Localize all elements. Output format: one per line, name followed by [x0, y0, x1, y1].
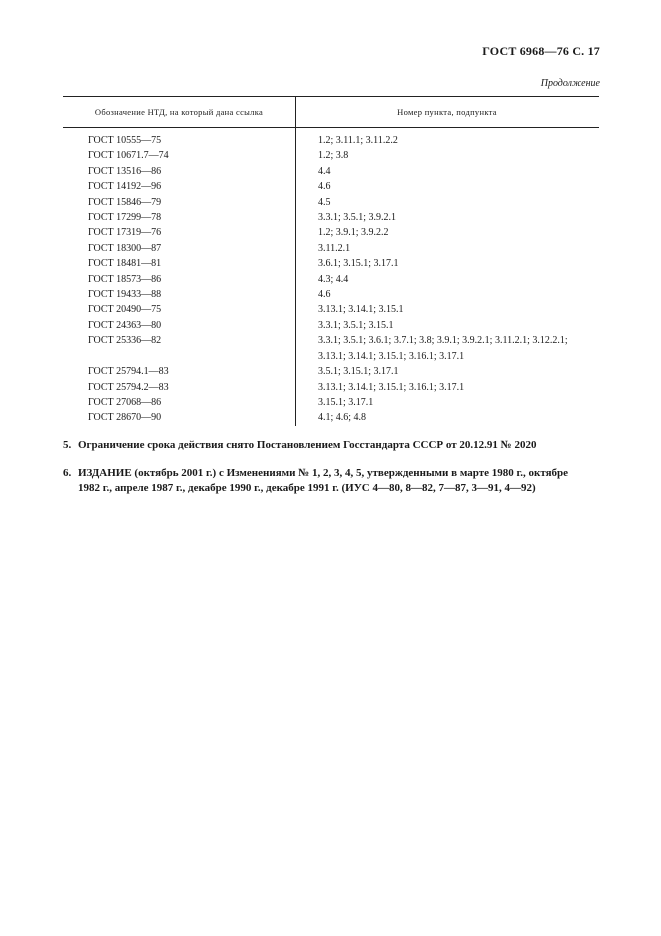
table-row — [63, 364, 599, 379]
note-6 — [63, 466, 603, 496]
standard-designation: ГОСТ 20490—75 — [88, 304, 162, 316]
clause-line: 3.15.1; 3.17.1 — [318, 396, 374, 408]
clause-line: 4.5 — [318, 196, 331, 208]
column-divider — [295, 128, 296, 426]
clause-line: 3.3.1; 3.5.1; 3.9.2.1 — [318, 212, 397, 224]
table-row — [63, 179, 599, 194]
note-number: 6. — [63, 467, 72, 479]
table-row — [63, 287, 599, 302]
clause-numbers — [295, 225, 599, 240]
table-row — [63, 302, 599, 317]
standard-designation: ГОСТ 10555—75 — [88, 135, 162, 146]
standard-designation: ГОСТ 28670—90 — [88, 412, 162, 424]
table-row — [63, 272, 599, 287]
note-text-line-2: 1982 г., апреле 1987 г., декабре 1990 г., декабре 1991 г. (ИУС 4—80, 8—82, 7—87, 3—91, 4—92) — [78, 482, 536, 494]
standard-designation: ГОСТ 27068—86 — [88, 396, 162, 408]
table-row — [63, 133, 599, 148]
table-row — [63, 395, 599, 410]
note-text-line-1: ИЗДАНИЕ (октябрь 2001 г.) с Изменениями № 1, 2, 3, 4, 5, утвержденными в марте 1980 г., октябре — [78, 467, 569, 479]
clause-line: 3.13.1; 3.14.1; 3.15.1 — [318, 304, 404, 316]
clause-line: 1.2; 3.9.1; 3.9.2.2 — [318, 227, 389, 239]
table-row — [63, 148, 599, 163]
clause-numbers — [295, 318, 599, 333]
table-row — [63, 241, 599, 256]
clause-numbers — [295, 410, 599, 425]
table-row — [63, 318, 599, 333]
clause-line: 1.2; 3.11.1; 3.11.2.2 — [318, 135, 398, 146]
standard-designation: ГОСТ 17299—78 — [88, 212, 162, 224]
note-5 — [63, 438, 603, 453]
standard-designation: ГОСТ 13516—86 — [88, 165, 162, 177]
clause-numbers — [295, 256, 599, 271]
clause-line: 1.2; 3.8 — [318, 150, 349, 162]
clause-line: 3.11.2.1 — [318, 242, 351, 254]
table-row — [63, 333, 599, 364]
clause-numbers — [295, 333, 599, 364]
clause-numbers — [295, 364, 599, 379]
clause-line: 3.3.1; 3.5.1; 3.15.1 — [318, 319, 394, 331]
standard-designation: ГОСТ 18481—81 — [88, 258, 162, 270]
clause-line: 3.5.1; 3.15.1; 3.17.1 — [318, 366, 399, 378]
clause-line: 3.13.1; 3.14.1; 3.15.1; 3.16.1; 3.17.1 — [318, 350, 465, 362]
clause-numbers — [295, 164, 599, 179]
clause-numbers — [295, 210, 599, 225]
clause-line: 4.4 — [318, 165, 331, 177]
standard-designation: ГОСТ 15846—79 — [88, 196, 162, 208]
continuation-label: Продолжение — [540, 78, 600, 89]
table-row — [63, 256, 599, 271]
table-row — [63, 195, 599, 210]
standard-designation: ГОСТ 18300—87 — [88, 242, 162, 254]
clause-numbers — [295, 272, 599, 287]
standard-designation: ГОСТ 19433—88 — [88, 289, 162, 301]
clause-numbers — [295, 133, 599, 148]
clause-numbers — [295, 380, 599, 395]
clause-line: 3.6.1; 3.15.1; 3.17.1 — [318, 258, 399, 270]
table-row — [63, 164, 599, 179]
clause-line: 4.3; 4.4 — [318, 273, 349, 285]
standard-designation: ГОСТ 24363—80 — [88, 319, 162, 331]
standard-designation: ГОСТ 18573—86 — [88, 273, 162, 285]
clause-numbers — [295, 195, 599, 210]
clause-numbers — [295, 241, 599, 256]
clause-numbers — [295, 395, 599, 410]
table-row — [63, 410, 599, 425]
clause-numbers — [295, 179, 599, 194]
clause-line: 4.6 — [318, 289, 331, 301]
note-number: 5. — [63, 439, 72, 451]
clause-line: 3.13.1; 3.14.1; 3.15.1; 3.16.1; 3.17.1 — [318, 381, 465, 393]
standard-designation: ГОСТ 17319—76 — [88, 227, 162, 239]
clause-line: 4.1; 4.6; 4.8 — [318, 412, 367, 424]
clause-numbers — [295, 287, 599, 302]
clause-numbers — [295, 302, 599, 317]
table-header-row — [63, 97, 599, 127]
standard-designation: ГОСТ 14192—96 — [88, 181, 162, 193]
clause-line: 3.3.1; 3.5.1; 3.6.1; 3.7.1; 3.8; 3.9.1; 3.9.2.1; 3.11.2.1; 3.12.2.1; — [318, 335, 568, 347]
table-body — [63, 128, 599, 426]
table-row — [63, 225, 599, 240]
note-text: Ограничение срока действия снято Постановлением Госстандарта СССР от 20.12.91 № 2020 — [78, 439, 537, 451]
table-row — [63, 380, 599, 395]
header-divider — [295, 97, 296, 127]
reference-table — [63, 96, 599, 426]
column-header-standard: Обозначение НТД, на который дана ссылка — [94, 107, 264, 117]
standard-designation: ГОСТ 25794.1—83 — [88, 366, 169, 378]
clause-line: 4.6 — [318, 181, 331, 193]
standard-designation: ГОСТ 25336—82 — [88, 335, 162, 347]
column-header-clauses: Номер пункта, подпункта — [397, 107, 497, 117]
clause-numbers — [295, 148, 599, 163]
standard-designation: ГОСТ 25794.2—83 — [88, 381, 169, 393]
page-header: ГОСТ 6968—76 С. 17 — [482, 44, 600, 58]
standard-designation: ГОСТ 10671.7—74 — [88, 150, 169, 162]
table-row — [63, 210, 599, 225]
